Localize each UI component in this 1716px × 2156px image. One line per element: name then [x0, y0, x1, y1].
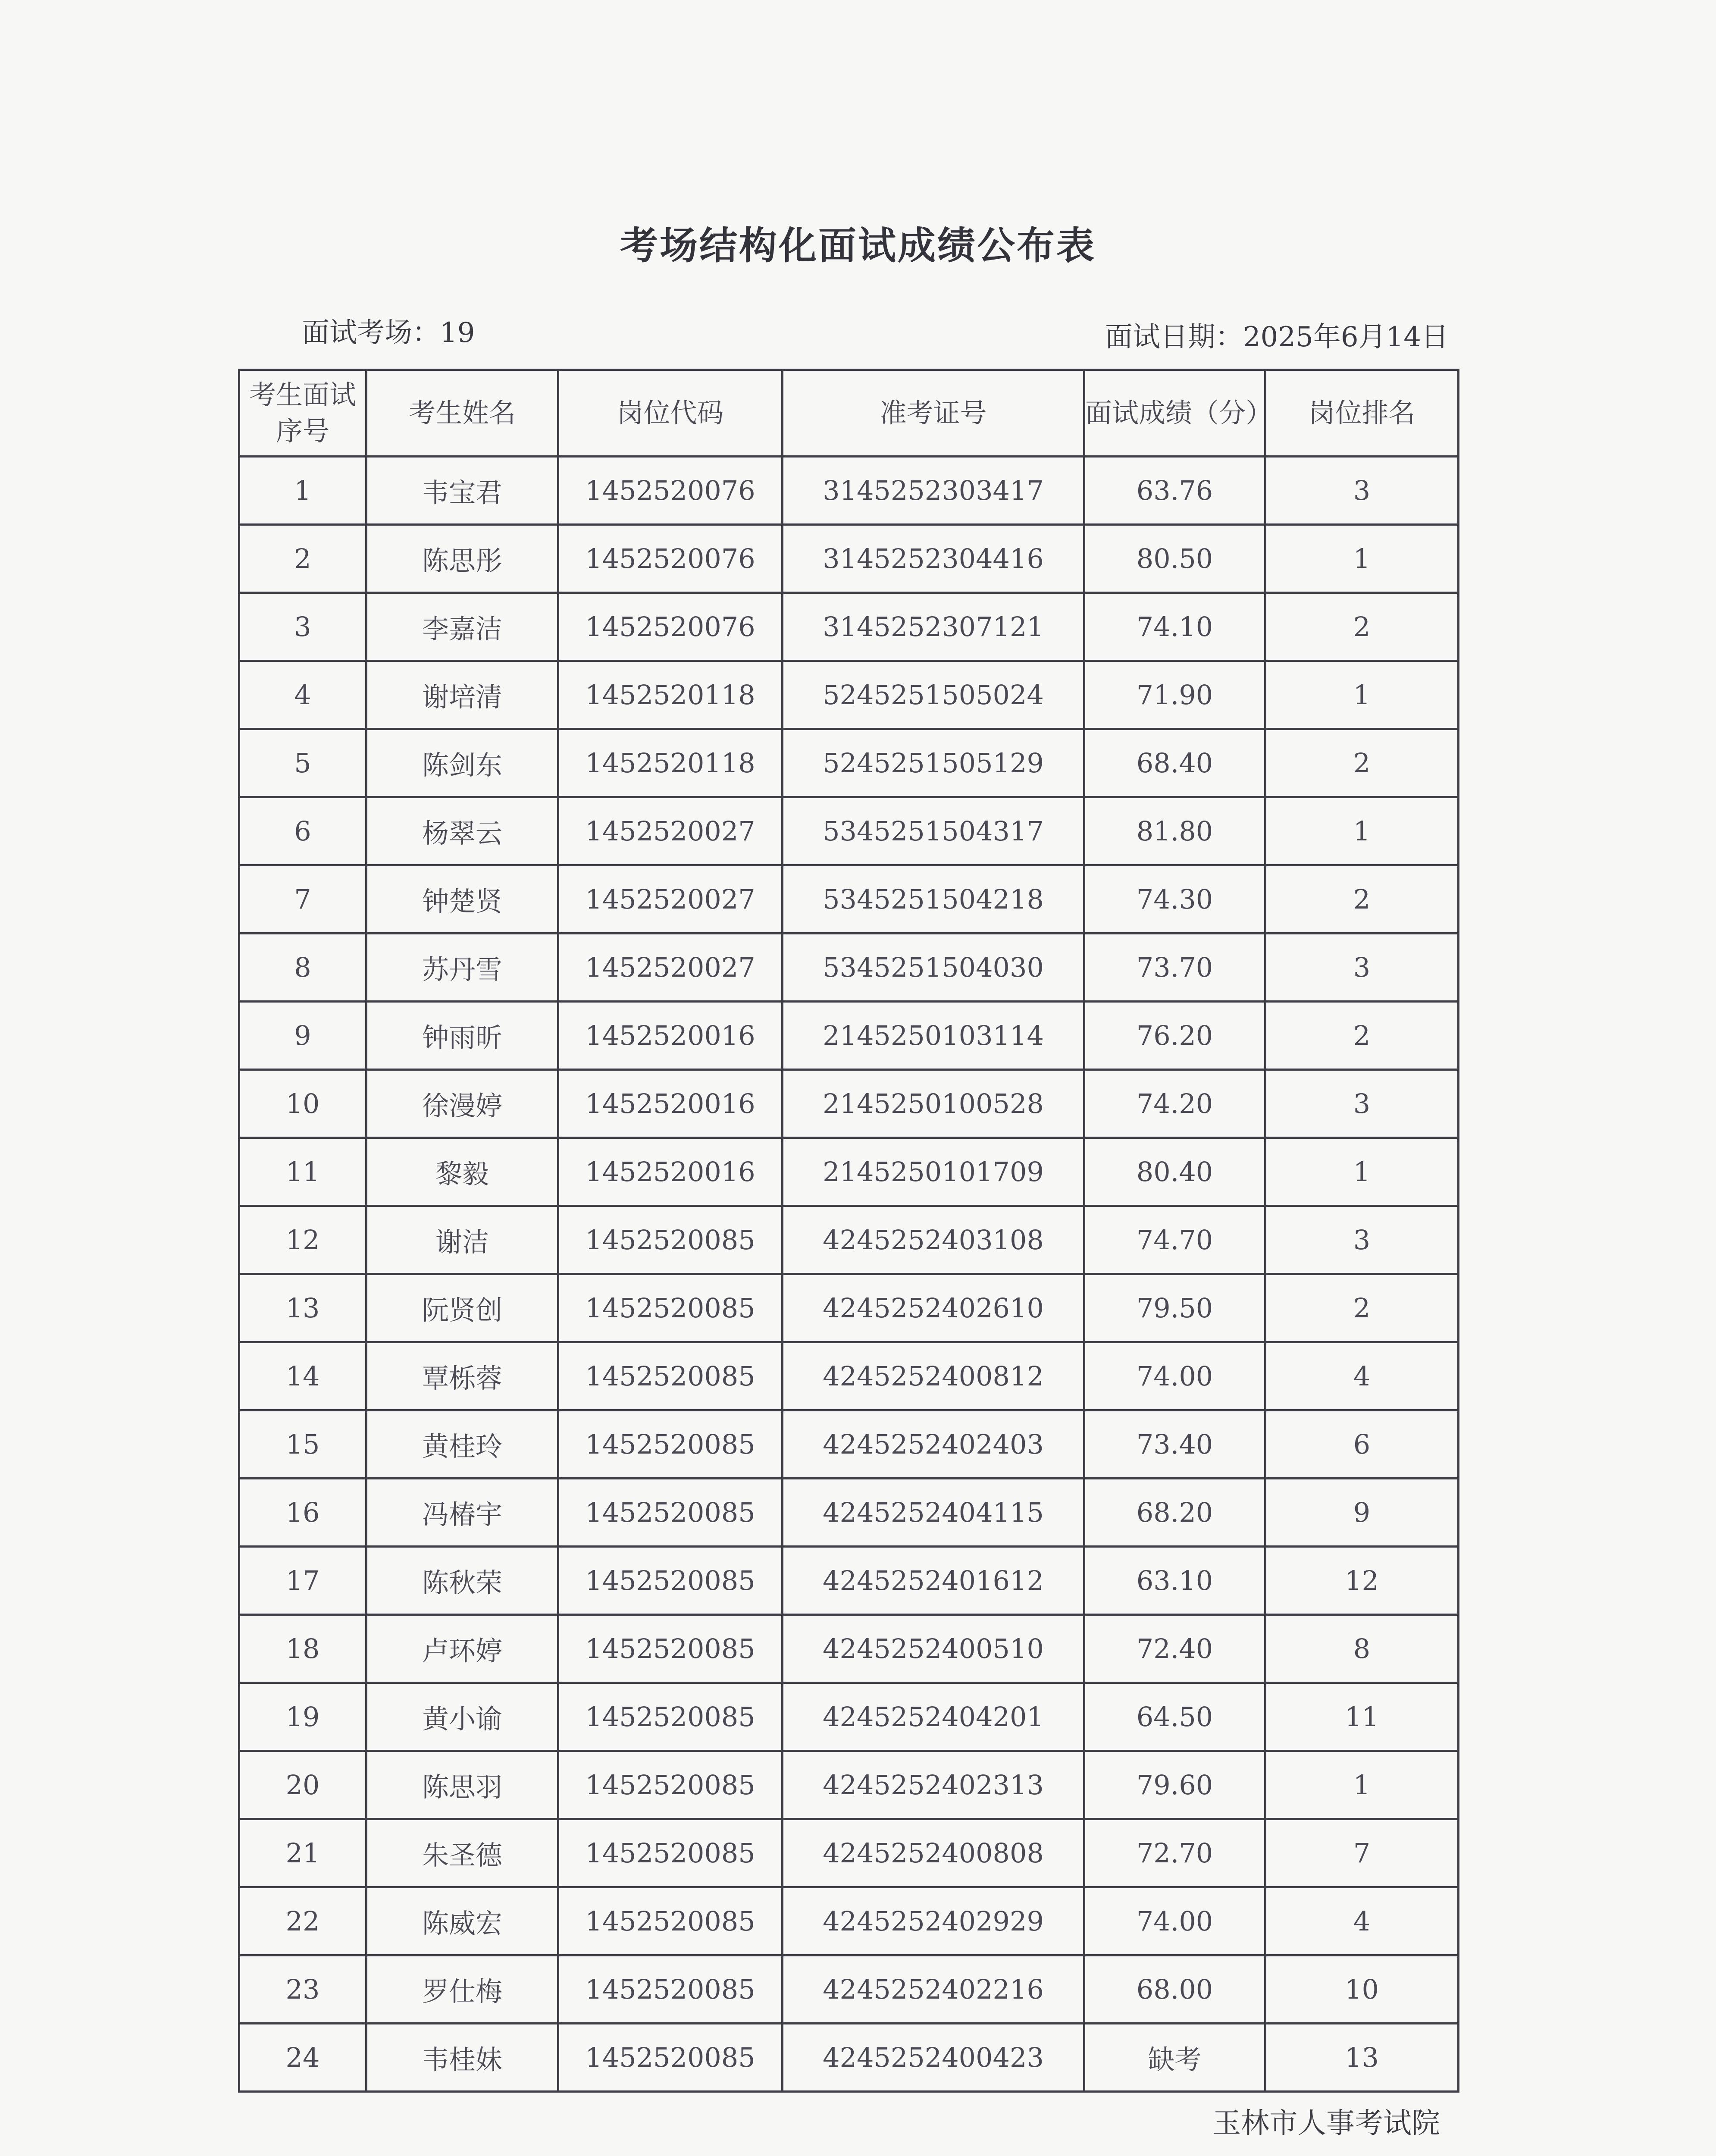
cell-position-code: 1452520016: [558, 1138, 783, 1206]
cell-score: 68.40: [1084, 729, 1265, 797]
cell-name: 陈思羽: [366, 1751, 558, 1819]
cell-seq: 15: [239, 1410, 366, 1479]
cell-admission-no: 4245252404201: [783, 1683, 1084, 1751]
cell-name: 陈秋荣: [366, 1547, 558, 1615]
cell-score: 74.70: [1084, 1206, 1265, 1274]
cell-admission-no: 3145252303417: [783, 457, 1084, 525]
cell-score: 79.60: [1084, 1751, 1265, 1819]
table-row: [239, 1819, 1459, 1887]
table-row: [239, 1887, 1459, 1955]
cell-rank: 1: [1265, 797, 1459, 865]
cell-admission-no: 4245252400510: [783, 1615, 1084, 1683]
cell-position-code: 1452520085: [558, 1887, 783, 1955]
table-row: [239, 1479, 1459, 1547]
cell-position-code: 1452520027: [558, 934, 783, 1002]
cell-seq: 23: [239, 1955, 366, 2024]
cell-seq: 16: [239, 1479, 366, 1547]
cell-name: 谢培清: [366, 661, 558, 729]
table-row: [239, 1751, 1459, 1819]
cell-rank: 3: [1265, 934, 1459, 1002]
cell-rank: 1: [1265, 1138, 1459, 1206]
cell-admission-no: 4245252402313: [783, 1751, 1084, 1819]
table-row: [239, 2024, 1459, 2092]
cell-position-code: 1452520027: [558, 797, 783, 865]
cell-seq: 5: [239, 729, 366, 797]
cell-score: 73.70: [1084, 934, 1265, 1002]
cell-name: 钟雨昕: [366, 1002, 558, 1070]
table-row: [239, 1206, 1459, 1274]
cell-admission-no: 5245251505024: [783, 661, 1084, 729]
cell-rank: 9: [1265, 1479, 1459, 1547]
cell-name: 韦桂妹: [366, 2024, 558, 2092]
cell-admission-no: 4245252400812: [783, 1342, 1084, 1410]
cell-position-code: 1452520085: [558, 1615, 783, 1683]
table-row: [239, 1683, 1459, 1751]
cell-admission-no: 5345251504317: [783, 797, 1084, 865]
cell-admission-no: 4245252401612: [783, 1547, 1084, 1615]
cell-name: 罗仕梅: [366, 1955, 558, 2024]
cell-name: 阮贤创: [366, 1274, 558, 1342]
cell-rank: 4: [1265, 1342, 1459, 1410]
cell-rank: 3: [1265, 1206, 1459, 1274]
cell-score: 63.76: [1084, 457, 1265, 525]
cell-name: 谢洁: [366, 1206, 558, 1274]
cell-rank: 6: [1265, 1410, 1459, 1479]
cell-position-code: 1452520085: [558, 1410, 783, 1479]
cell-name: 黄小谕: [366, 1683, 558, 1751]
cell-name: 苏丹雪: [366, 934, 558, 1002]
cell-seq: 9: [239, 1002, 366, 1070]
cell-rank: 2: [1265, 729, 1459, 797]
score-table: [238, 369, 1459, 2093]
header-cell-score: 面试成绩（分）: [1084, 370, 1265, 457]
cell-rank: 3: [1265, 457, 1459, 525]
cell-score: 79.50: [1084, 1274, 1265, 1342]
cell-name: 黎毅: [366, 1138, 558, 1206]
cell-name: 陈威宏: [366, 1887, 558, 1955]
cell-score: 80.40: [1084, 1138, 1265, 1206]
cell-admission-no: 4245252403108: [783, 1206, 1084, 1274]
table-row: [239, 1342, 1459, 1410]
cell-position-code: 1452520085: [558, 1955, 783, 2024]
cell-admission-no: 4245252402610: [783, 1274, 1084, 1342]
cell-admission-no: 5345251504218: [783, 865, 1084, 934]
cell-position-code: 1452520076: [558, 593, 783, 661]
cell-name: 冯椿宇: [366, 1479, 558, 1547]
cell-position-code: 1452520085: [558, 1479, 783, 1547]
cell-rank: 3: [1265, 1070, 1459, 1138]
exam-date-label: 面试日期：2025年6月14日: [1105, 321, 1449, 353]
document-title: 考场结构化面试成绩公布表: [620, 223, 1096, 268]
cell-admission-no: 4245252402929: [783, 1887, 1084, 1955]
cell-score: 71.90: [1084, 661, 1265, 729]
cell-position-code: 1452520085: [558, 2024, 783, 2092]
cell-admission-no: 4245252402216: [783, 1955, 1084, 2024]
table-row: [239, 1070, 1459, 1138]
table-row: [239, 525, 1459, 593]
table-row: [239, 934, 1459, 1002]
cell-admission-no: 5245251505129: [783, 729, 1084, 797]
table-row: [239, 1547, 1459, 1615]
cell-score: 76.20: [1084, 1002, 1265, 1070]
cell-rank: 2: [1265, 865, 1459, 934]
cell-position-code: 1452520016: [558, 1070, 783, 1138]
cell-score: 81.80: [1084, 797, 1265, 865]
cell-score: 80.50: [1084, 525, 1265, 593]
cell-admission-no: 3145252304416: [783, 525, 1084, 593]
cell-seq: 3: [239, 593, 366, 661]
cell-position-code: 1452520085: [558, 1683, 783, 1751]
cell-seq: 6: [239, 797, 366, 865]
cell-position-code: 1452520016: [558, 1002, 783, 1070]
cell-admission-no: 4245252402403: [783, 1410, 1084, 1479]
table-row: [239, 1615, 1459, 1683]
cell-position-code: 1452520076: [558, 457, 783, 525]
table-row: [239, 729, 1459, 797]
cell-seq: 12: [239, 1206, 366, 1274]
cell-name: 韦宝君: [366, 457, 558, 525]
table-row: [239, 797, 1459, 865]
cell-score: 72.70: [1084, 1819, 1265, 1887]
cell-position-code: 1452520085: [558, 1206, 783, 1274]
cell-position-code: 1452520118: [558, 729, 783, 797]
header-row: [239, 370, 1459, 457]
cell-seq: 4: [239, 661, 366, 729]
cell-seq: 11: [239, 1138, 366, 1206]
cell-rank: 1: [1265, 661, 1459, 729]
cell-score: 73.40: [1084, 1410, 1265, 1479]
table-row: [239, 1410, 1459, 1479]
exam-room-label: 面试考场：19: [302, 317, 475, 349]
cell-admission-no: 3145252307121: [783, 593, 1084, 661]
cell-rank: 11: [1265, 1683, 1459, 1751]
cell-name: 李嘉洁: [366, 593, 558, 661]
cell-seq: 24: [239, 2024, 366, 2092]
cell-rank: 1: [1265, 1751, 1459, 1819]
cell-name: 卢环婷: [366, 1615, 558, 1683]
cell-admission-no: 4245252404115: [783, 1479, 1084, 1547]
table-row: [239, 1002, 1459, 1070]
cell-name: 黄桂玲: [366, 1410, 558, 1479]
header-cell-position-code: 岗位代码: [558, 370, 783, 457]
cell-score: 63.10: [1084, 1547, 1265, 1615]
header-cell-seq: 考生面试序号: [239, 370, 366, 457]
cell-admission-no: 2145250101709: [783, 1138, 1084, 1206]
cell-position-code: 1452520085: [558, 1342, 783, 1410]
cell-position-code: 1452520076: [558, 525, 783, 593]
issuer-footer: 玉林市人事考试院: [1212, 2106, 1440, 2140]
cell-seq: 14: [239, 1342, 366, 1410]
cell-score: 74.20: [1084, 1070, 1265, 1138]
cell-position-code: 1452520118: [558, 661, 783, 729]
cell-admission-no: 2145250100528: [783, 1070, 1084, 1138]
cell-name: 陈思彤: [366, 525, 558, 593]
cell-seq: 1: [239, 457, 366, 525]
cell-seq: 2: [239, 525, 366, 593]
cell-seq: 19: [239, 1683, 366, 1751]
cell-rank: 12: [1265, 1547, 1459, 1615]
cell-rank: 4: [1265, 1887, 1459, 1955]
cell-name: 朱圣德: [366, 1819, 558, 1887]
table-row: [239, 457, 1459, 525]
header-cell-name: 考生姓名: [366, 370, 558, 457]
cell-score: 74.30: [1084, 865, 1265, 934]
table-row: [239, 1274, 1459, 1342]
cell-score: 74.00: [1084, 1887, 1265, 1955]
cell-rank: 13: [1265, 2024, 1459, 2092]
cell-name: 杨翠云: [366, 797, 558, 865]
cell-name: 徐漫婷: [366, 1070, 558, 1138]
cell-rank: 2: [1265, 1274, 1459, 1342]
table-row: [239, 1138, 1459, 1206]
cell-rank: 2: [1265, 1002, 1459, 1070]
cell-position-code: 1452520085: [558, 1547, 783, 1615]
cell-seq: 20: [239, 1751, 366, 1819]
cell-seq: 22: [239, 1887, 366, 1955]
cell-admission-no: 4245252400423: [783, 2024, 1084, 2092]
cell-score: 74.10: [1084, 593, 1265, 661]
cell-rank: 7: [1265, 1819, 1459, 1887]
cell-admission-no: 4245252400808: [783, 1819, 1084, 1887]
cell-seq: 7: [239, 865, 366, 934]
cell-admission-no: 2145250103114: [783, 1002, 1084, 1070]
cell-seq: 13: [239, 1274, 366, 1342]
cell-position-code: 1452520085: [558, 1274, 783, 1342]
table-body: [239, 457, 1459, 2092]
cell-rank: 8: [1265, 1615, 1459, 1683]
cell-position-code: 1452520085: [558, 1751, 783, 1819]
cell-score: 缺考: [1084, 2024, 1265, 2092]
cell-score: 64.50: [1084, 1683, 1265, 1751]
cell-score: 72.40: [1084, 1615, 1265, 1683]
cell-seq: 8: [239, 934, 366, 1002]
table-row: [239, 865, 1459, 934]
cell-seq: 17: [239, 1547, 366, 1615]
cell-seq: 21: [239, 1819, 366, 1887]
cell-position-code: 1452520085: [558, 1819, 783, 1887]
cell-score: 68.20: [1084, 1479, 1265, 1547]
cell-name: 覃栎蓉: [366, 1342, 558, 1410]
cell-name: 钟楚贤: [366, 865, 558, 934]
cell-seq: 18: [239, 1615, 366, 1683]
cell-score: 74.00: [1084, 1342, 1265, 1410]
header-cell-admission-no: 准考证号: [783, 370, 1084, 457]
cell-name: 陈剑东: [366, 729, 558, 797]
table-row: [239, 593, 1459, 661]
cell-position-code: 1452520027: [558, 865, 783, 934]
cell-rank: 1: [1265, 525, 1459, 593]
header-cell-rank: 岗位排名: [1265, 370, 1459, 457]
table-row: [239, 1955, 1459, 2024]
table-header: [239, 370, 1459, 457]
cell-rank: 2: [1265, 593, 1459, 661]
cell-rank: 10: [1265, 1955, 1459, 2024]
cell-admission-no: 5345251504030: [783, 934, 1084, 1002]
cell-score: 68.00: [1084, 1955, 1265, 2024]
cell-seq: 10: [239, 1070, 366, 1138]
table-row: [239, 661, 1459, 729]
